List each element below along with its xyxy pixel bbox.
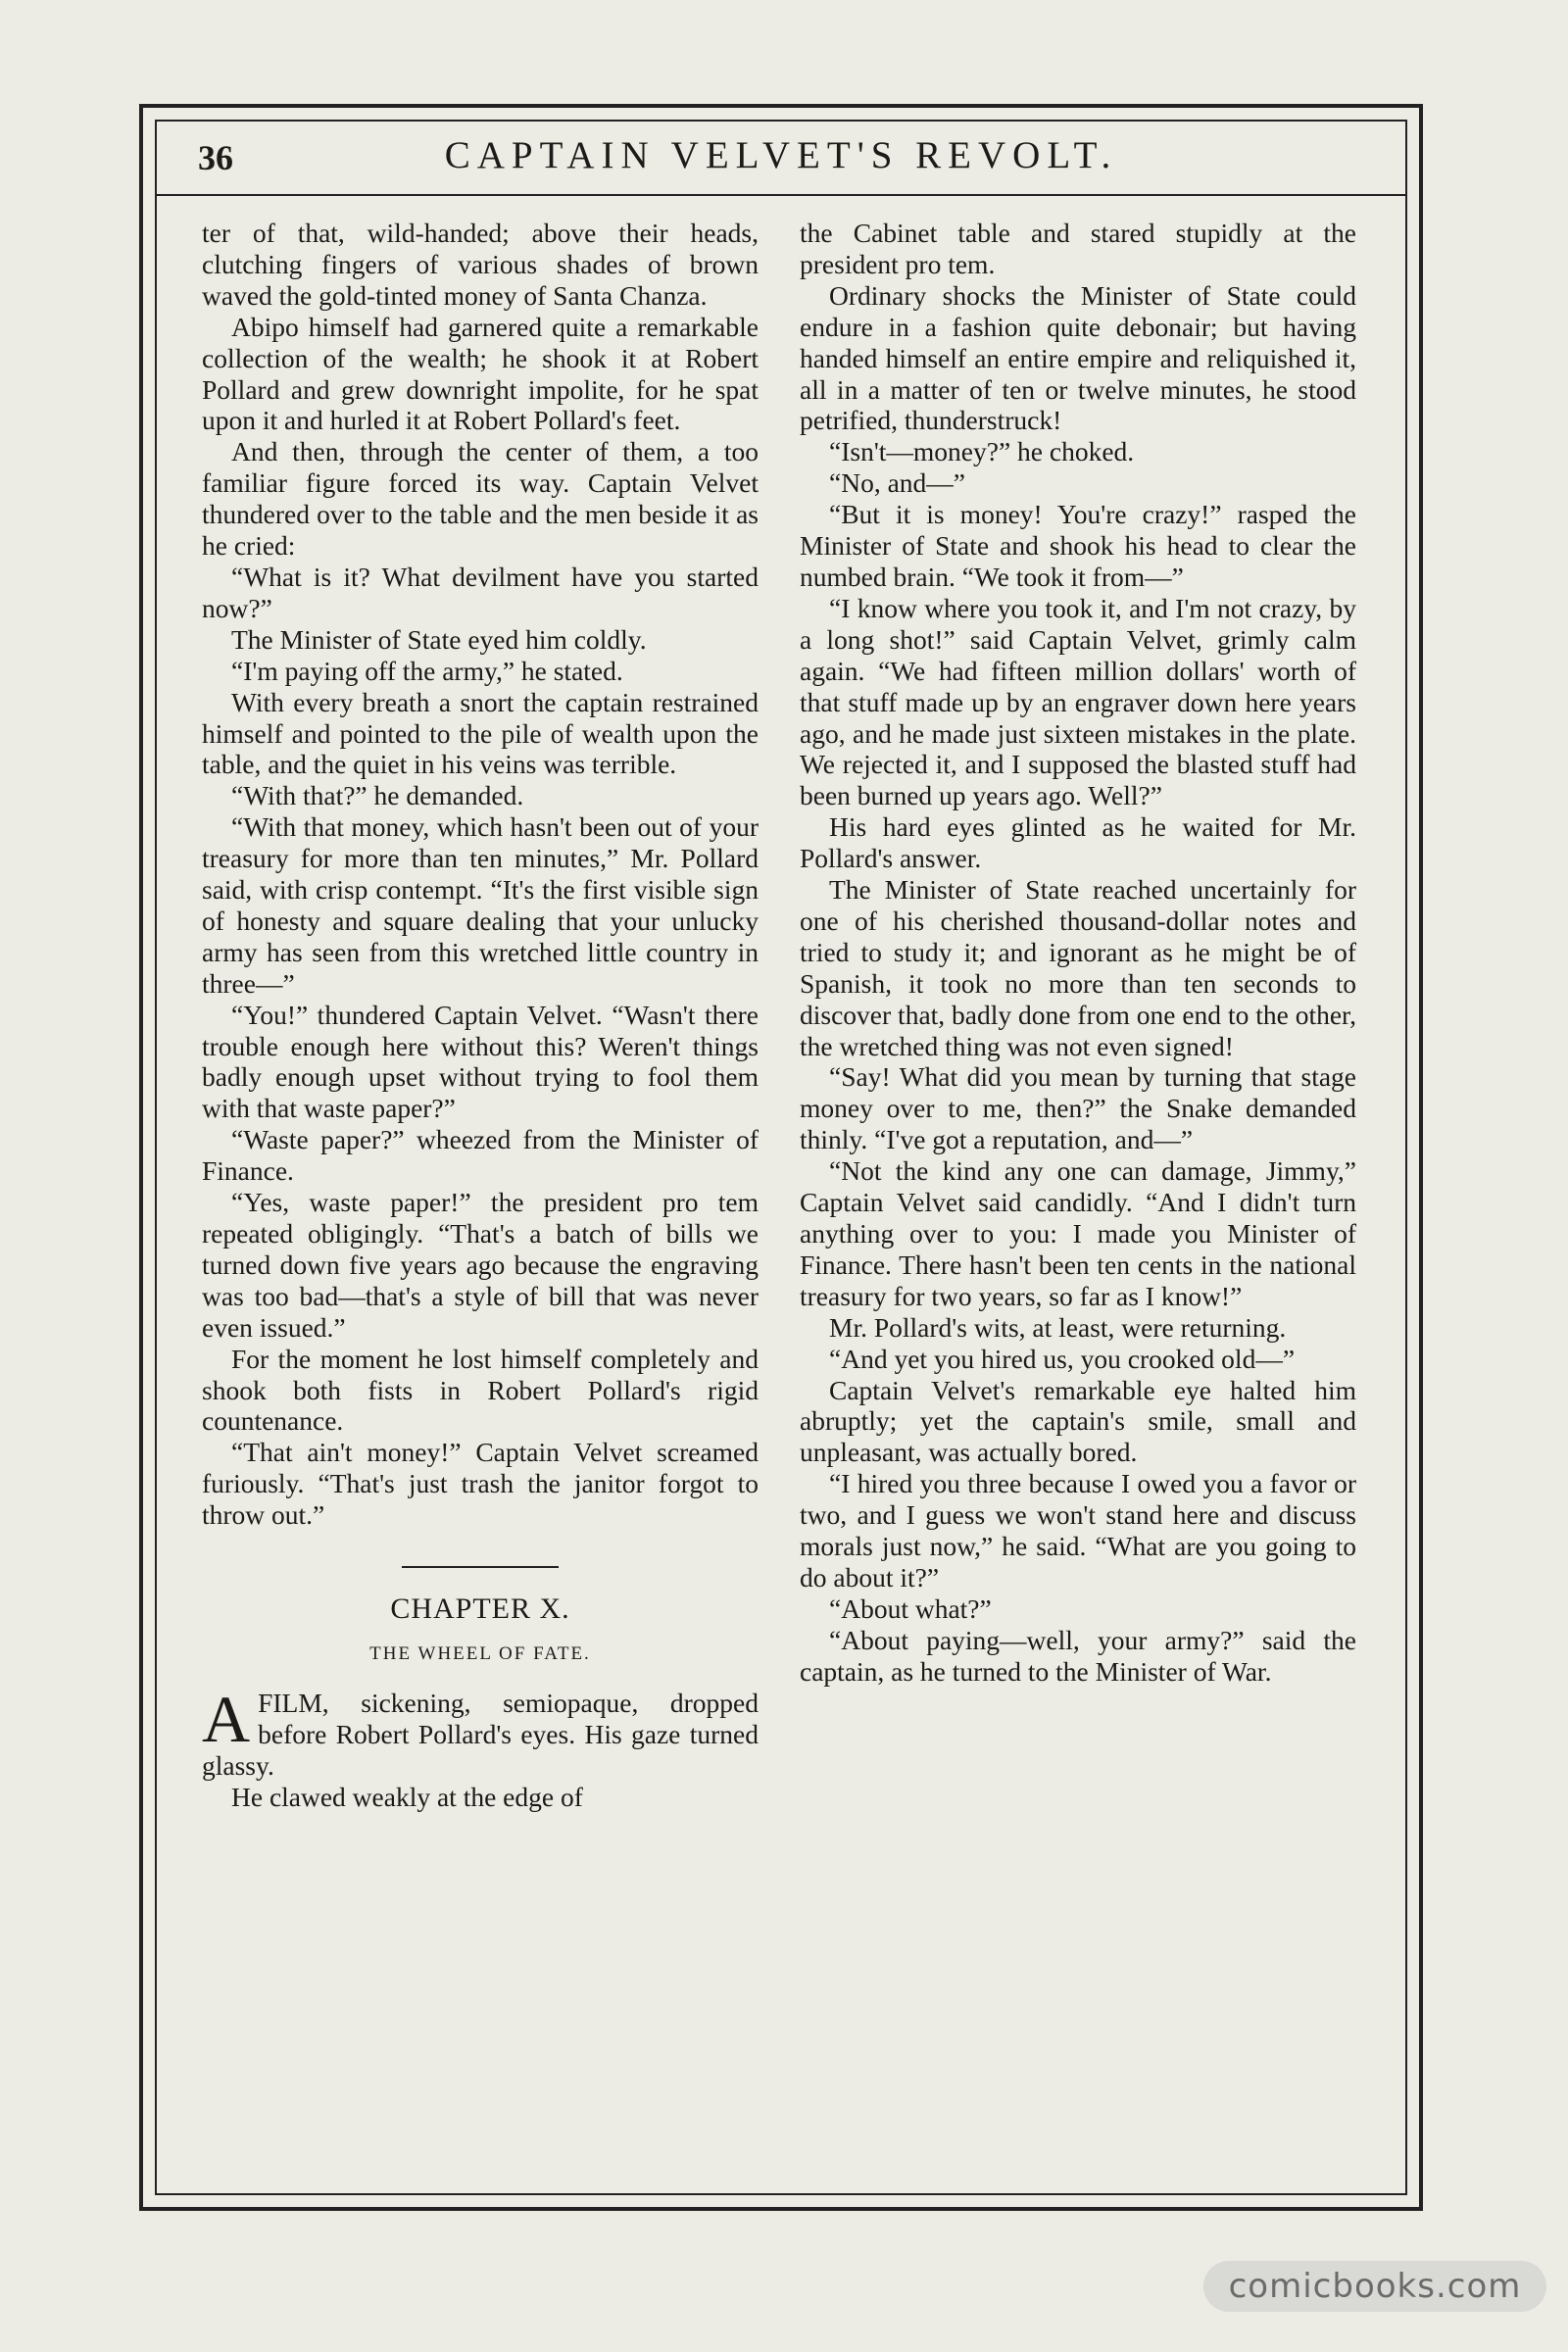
paragraph: “You!” thundered Captain Velvet. “Wasn't there trouble enough here without this? Weren't things badly enough upset without trying to fool them with that waste paper?”	[202, 999, 759, 1124]
paragraph: “Not the kind any one can damage, Jimmy,” Captain Velvet said candidly. “And I didn't turn anything over to you: I made you Minister of Finance. There hasn't been ten cents in the national treasury for two years, so far as I know!”	[800, 1155, 1356, 1311]
paragraph: “That ain't money!” Captain Velvet screamed furiously. “That's just trash the janitor forgot to throw out.”	[202, 1437, 759, 1531]
left-column	[202, 218, 759, 2153]
chapter-title: THE WHEEL OF FATE.	[369, 1642, 591, 1664]
paragraph: Abipo himself had garnered quite a remarkable collection of the wealth; he shook it at Robert Pollard and grew downright impolite, for he spat upon it and hurled it at Robert Pollard's feet.	[202, 311, 759, 436]
paragraph: “About what?”	[829, 1592, 992, 1624]
paragraph: “And yet you hired us, you crooked old—”	[829, 1343, 1296, 1374]
paragraph: “I know where you took it, and I'm not crazy, by a long shot!” said Captain Velvet, grimly calm again. “We had fifteen million dollars' worth of that stuff made up by an engraver down here years ago, and he made just sixteen mistakes in the plate. We rejected it, and I supposed the blasted stuff had been burned up years ago. Well?”	[800, 592, 1356, 811]
paragraph: “About paying—well, your army?” said the captain, as he turned to the Minister of War.	[800, 1624, 1356, 1687]
paragraph: “Yes, waste paper!” the president pro tem repeated obligingly. “That's a batch of bills we turned down five years ago because the engraving was too bad—that's a style of bill that was never even issued.”	[202, 1187, 759, 1343]
paragraph: His hard eyes glinted as he waited for Mr. Pollard's answer.	[800, 811, 1356, 874]
paragraph: And then, through the center of them, a too familiar figure forced its way. Captain Velvet thundered over to the table and the men beside it as he cried:	[202, 436, 759, 562]
paragraph: “But it is money! You're crazy!” rasped the Minister of State and shook his head to clear the numbed brain. “We took it from—”	[800, 499, 1356, 592]
paragraph: ter of that, wild-handed; above their heads, clutching fingers of various shades of brown waved the gold-tinted money of Santa Chanza.	[202, 218, 759, 311]
chapter-number: CHAPTER X.	[390, 1592, 570, 1626]
drop-cap: A	[202, 1681, 251, 1756]
paragraph: The Minister of State reached uncertainly for one of his cherished thousand-dollar notes and tried to study it; and ignorant as he might be of Spanish, it took no more than ten seconds to discover that, badly done from one end to the other, the wretched thing was not even signed!	[800, 874, 1356, 1061]
paragraph: Captain Velvet's remarkable eye halted him abruptly; yet the captain's smile, small and unpleasant, was actually bored.	[800, 1374, 1356, 1468]
paragraph: Mr. Pollard's wits, at least, were returning.	[829, 1311, 1287, 1343]
paragraph: “What is it? What devilment have you started now?”	[202, 561, 759, 623]
paragraph: For the moment he lost himself completely and shook both fists in Robert Pollard's rigid countenance.	[202, 1343, 759, 1437]
paragraph: the Cabinet table and stared stupidly at the president pro tem.	[800, 218, 1356, 279]
opening-text: FILM, sickening, semiopaque, dropped before Robert Pollard's eyes. His gaze turned glassy.	[202, 1687, 759, 1781]
right-column	[800, 218, 1356, 2153]
page-number: 36	[198, 138, 233, 177]
chapter-divider	[402, 1566, 559, 1568]
paragraph: With every breath a snort the captain restrained himself and pointed to the pile of wealth upon the table, and the quiet in his veins was terrible.	[202, 686, 759, 780]
chapter-opening-paragraph	[202, 1681, 759, 1782]
paragraph: Ordinary shocks the Minister of State could endure in a fashion quite debonair; but having handed himself an entire empire and reliquished it, all in a matter of ten or twelve minutes, he stood petrified, thunderstruck!	[800, 279, 1356, 436]
paragraph: The Minister of State eyed him coldly.	[231, 623, 647, 655]
paragraph: He clawed weakly at the edge of	[231, 1781, 583, 1812]
paragraph: “I'm paying off the army,” he stated.	[231, 655, 623, 686]
paragraph: “No, and—”	[829, 467, 965, 499]
paragraph: “With that?” he demanded.	[231, 780, 524, 811]
paragraph: “With that money, which hasn't been out of your treasury for more than ten minutes,” Mr. Pollard said, with crisp contempt. “It's the first visible sign of honesty and square dealing that your unlucky army has seen from this wretched little country in three—”	[202, 811, 759, 999]
page-header	[155, 120, 1407, 196]
paragraph: “Waste paper?” wheezed from the Minister of Finance.	[202, 1124, 759, 1187]
watermark-logo: comicbooks.com	[1203, 2261, 1546, 2312]
paragraph: “Say! What did you mean by turning that stage money over to me, then?” the Snake demanded thinly. “I've got a reputation, and—”	[800, 1061, 1356, 1155]
paragraph: “I hired you three because I owed you a favor or two, and I guess we won't stand here and discuss morals just now,” he said. “What are you going to do about it?”	[800, 1468, 1356, 1592]
paragraph: “Isn't—money?” he choked.	[829, 436, 1135, 467]
running-title: CAPTAIN VELVET'S REVOLT.	[444, 134, 1118, 176]
